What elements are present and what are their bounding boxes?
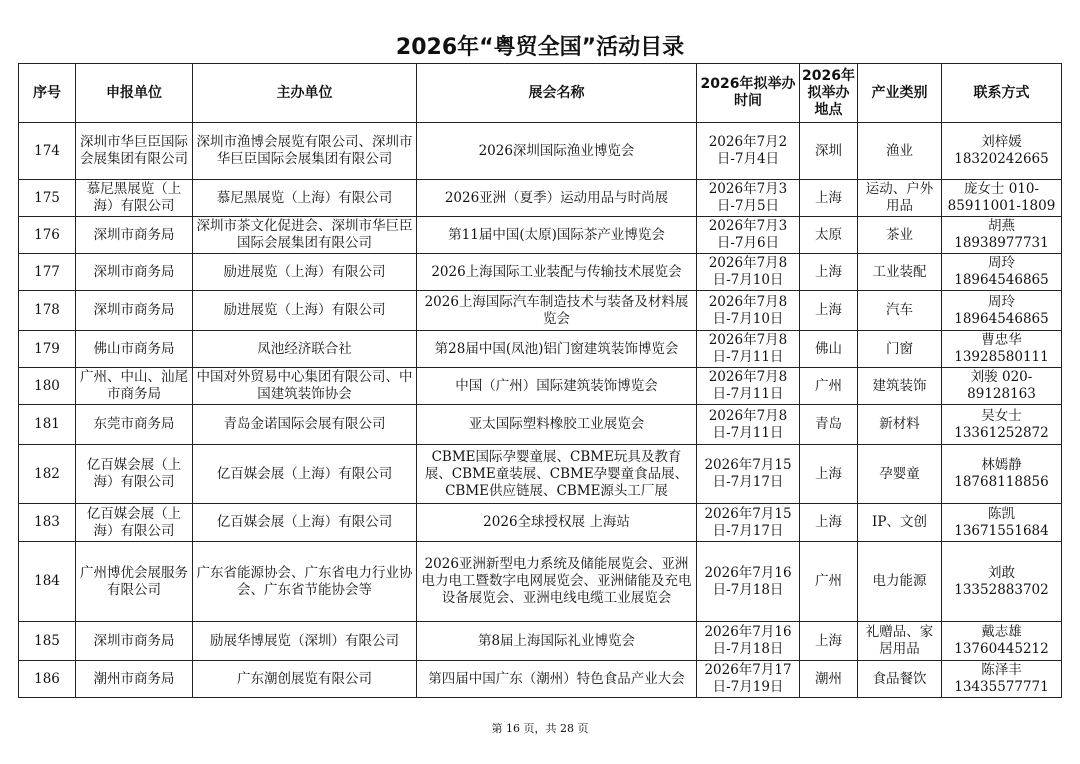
cell-no: 182: [19, 445, 76, 504]
cell-place: 上海: [800, 445, 858, 504]
cell-applicant: 深圳市商务局: [76, 254, 193, 291]
table-row: [19, 504, 1062, 542]
cell-industry: IP、文创: [858, 504, 942, 542]
cell-applicant: 潮州市商务局: [76, 661, 193, 698]
table-header-row: [19, 64, 1062, 123]
cell-no: 185: [19, 622, 76, 661]
cell-industry: 礼赠品、家居用品: [858, 622, 942, 661]
table-row: [19, 445, 1062, 504]
cell-contact: 周玲 18964546865: [942, 254, 1062, 291]
header-contact: 联系方式: [942, 64, 1062, 123]
cell-place: 上海: [800, 180, 858, 217]
cell-time: 2026年7月3日-7月5日: [697, 180, 800, 217]
cell-contact: 周玲 18964546865: [942, 291, 1062, 331]
table-row: [19, 291, 1062, 331]
header-applicant: 申报单位: [76, 64, 193, 123]
cell-exhibition-name: 第11届中国(太原)国际茶产业博览会: [417, 217, 697, 254]
cell-applicant: 深圳市商务局: [76, 622, 193, 661]
cell-applicant: 亿百媒会展（上海）有限公司: [76, 445, 193, 504]
cell-place: 上海: [800, 291, 858, 331]
cell-organizer: 励进展览（上海）有限公司: [193, 291, 417, 331]
cell-contact: 曹忠华 13928580111: [942, 331, 1062, 368]
cell-applicant: 亿百媒会展（上海）有限公司: [76, 504, 193, 542]
cell-time: 2026年7月16日-7月18日: [697, 542, 800, 622]
cell-contact: 刘骏 020-89128163: [942, 368, 1062, 405]
cell-place: 广州: [800, 368, 858, 405]
cell-time: 2026年7月8日-7月10日: [697, 254, 800, 291]
cell-time: 2026年7月3日-7月6日: [697, 217, 800, 254]
cell-exhibition-name: 第28届中国(凤池)铝门窗建筑装饰博览会: [417, 331, 697, 368]
cell-no: 179: [19, 331, 76, 368]
cell-place: 青岛: [800, 405, 858, 445]
cell-time: 2026年7月15日-7月17日: [697, 445, 800, 504]
cell-time: 2026年7月8日-7月10日: [697, 291, 800, 331]
cell-exhibition-name: 2026上海国际汽车制造技术与装备及材料展览会: [417, 291, 697, 331]
table-row: [19, 661, 1062, 698]
cell-exhibition-name: 2026亚洲新型电力系统及储能展览会、亚洲电力电工暨数字电网展览会、亚洲储能及充电设备展览会、亚洲电线电缆工业展览会: [417, 542, 697, 622]
cell-contact: 庞女士 010-85911001-1809: [942, 180, 1062, 217]
cell-no: 174: [19, 123, 76, 180]
cell-exhibition-name: 2026深圳国际渔业博览会: [417, 123, 697, 180]
cell-place: 深圳: [800, 123, 858, 180]
cell-exhibition-name: 中国（广州）国际建筑装饰博览会: [417, 368, 697, 405]
cell-place: 上海: [800, 504, 858, 542]
cell-no: 184: [19, 542, 76, 622]
cell-exhibition-name: 2026亚洲（夏季）运动用品与时尚展: [417, 180, 697, 217]
cell-contact: 戴志雄 13760445212: [942, 622, 1062, 661]
cell-applicant: 广州、中山、汕尾市商务局: [76, 368, 193, 405]
table-row: [19, 405, 1062, 445]
cell-time: 2026年7月8日-7月11日: [697, 405, 800, 445]
header-industry: 产业类别: [858, 64, 942, 123]
cell-no: 177: [19, 254, 76, 291]
cell-industry: 茶业: [858, 217, 942, 254]
cell-industry: 渔业: [858, 123, 942, 180]
table-row: [19, 622, 1062, 661]
header-no: 序号: [19, 64, 76, 123]
cell-organizer: 慕尼黑展览（上海）有限公司: [193, 180, 417, 217]
table-row: [19, 254, 1062, 291]
cell-place: 潮州: [800, 661, 858, 698]
cell-no: 175: [19, 180, 76, 217]
cell-industry: 运动、户外用品: [858, 180, 942, 217]
header-time: 2026年拟举办时间: [697, 64, 800, 123]
cell-contact: 吴女士 13361252872: [942, 405, 1062, 445]
cell-contact: 刘敢 13352883702: [942, 542, 1062, 622]
cell-organizer: 亿百媒会展（上海）有限公司: [193, 504, 417, 542]
cell-no: 181: [19, 405, 76, 445]
cell-place: 佛山: [800, 331, 858, 368]
cell-contact: 林嫣静 18768118856: [942, 445, 1062, 504]
cell-applicant: 广州博优会展服务有限公司: [76, 542, 193, 622]
cell-industry: 汽车: [858, 291, 942, 331]
cell-place: 上海: [800, 254, 858, 291]
cell-exhibition-name: CBME国际孕婴童展、CBME玩具及教育展、CBME童装展、CBME孕婴童食品展、CBME供应链展、CBME源头工厂展: [417, 445, 697, 504]
cell-industry: 电力能源: [858, 542, 942, 622]
header-exhibition-name: 展会名称: [417, 64, 697, 123]
table-row: [19, 542, 1062, 622]
cell-applicant: 东莞市商务局: [76, 405, 193, 445]
cell-organizer: 励进展览（上海）有限公司: [193, 254, 417, 291]
cell-contact: 陈泽丰 13435577771: [942, 661, 1062, 698]
cell-contact: 胡燕 18938977731: [942, 217, 1062, 254]
cell-organizer: 深圳市茶文化促进会、深圳市华巨臣国际会展集团有限公司: [193, 217, 417, 254]
cell-organizer: 广东省能源协会、广东省电力行业协会、广东省节能协会等: [193, 542, 417, 622]
cell-organizer: 深圳市渔博会展览有限公司、深圳市华巨臣国际会展集团有限公司: [193, 123, 417, 180]
cell-industry: 建筑装饰: [858, 368, 942, 405]
cell-organizer: 中国对外贸易中心集团有限公司、中国建筑装饰协会: [193, 368, 417, 405]
cell-time: 2026年7月16日-7月18日: [697, 622, 800, 661]
cell-applicant: 佛山市商务局: [76, 331, 193, 368]
cell-applicant: 深圳市商务局: [76, 217, 193, 254]
cell-exhibition-name: 第四届中国广东（潮州）特色食品产业大会: [417, 661, 697, 698]
cell-no: 180: [19, 368, 76, 405]
cell-place: 广州: [800, 542, 858, 622]
cell-industry: 新材料: [858, 405, 942, 445]
cell-no: 178: [19, 291, 76, 331]
cell-organizer: 凤池经济联合社: [193, 331, 417, 368]
cell-exhibition-name: 亚太国际塑料橡胶工业展览会: [417, 405, 697, 445]
cell-applicant: 深圳市华巨臣国际会展集团有限公司: [76, 123, 193, 180]
cell-exhibition-name: 2026上海国际工业装配与传输技术展览会: [417, 254, 697, 291]
page-footer: 第 16 页，共 28 页: [491, 722, 589, 735]
table-row: [19, 331, 1062, 368]
cell-time: 2026年7月15日-7月17日: [697, 504, 800, 542]
cell-place: 太原: [800, 217, 858, 254]
cell-applicant: 深圳市商务局: [76, 291, 193, 331]
cell-time: 2026年7月8日-7月11日: [697, 331, 800, 368]
cell-no: 176: [19, 217, 76, 254]
header-place: 2026年拟举办地点: [800, 64, 858, 123]
cell-place: 上海: [800, 622, 858, 661]
cell-time: 2026年7月8日-7月11日: [697, 368, 800, 405]
header-organizer: 主办单位: [193, 64, 417, 123]
cell-exhibition-name: 2026全球授权展 上海站: [417, 504, 697, 542]
cell-time: 2026年7月17日-7月19日: [697, 661, 800, 698]
cell-industry: 门窗: [858, 331, 942, 368]
cell-organizer: 亿百媒会展（上海）有限公司: [193, 445, 417, 504]
cell-applicant: 慕尼黑展览（上海）有限公司: [76, 180, 193, 217]
cell-organizer: 励展华博展览（深圳）有限公司: [193, 622, 417, 661]
cell-no: 186: [19, 661, 76, 698]
table-row: [19, 180, 1062, 217]
cell-organizer: 广东潮创展览有限公司: [193, 661, 417, 698]
table-row: [19, 217, 1062, 254]
table-row: [19, 123, 1062, 180]
cell-contact: 陈凯 13671551684: [942, 504, 1062, 542]
cell-industry: 食品餐饮: [858, 661, 942, 698]
cell-time: 2026年7月2日-7月4日: [697, 123, 800, 180]
cell-industry: 工业装配: [858, 254, 942, 291]
cell-organizer: 青岛金诺国际会展有限公司: [193, 405, 417, 445]
cell-contact: 刘梓媛 18320242665: [942, 123, 1062, 180]
activity-table: [18, 63, 1062, 698]
document-title: 2026年“粤贸全国”活动目录: [395, 35, 685, 60]
cell-industry: 孕婴童: [858, 445, 942, 504]
table-row: [19, 368, 1062, 405]
cell-no: 183: [19, 504, 76, 542]
cell-exhibition-name: 第8届上海国际礼业博览会: [417, 622, 697, 661]
